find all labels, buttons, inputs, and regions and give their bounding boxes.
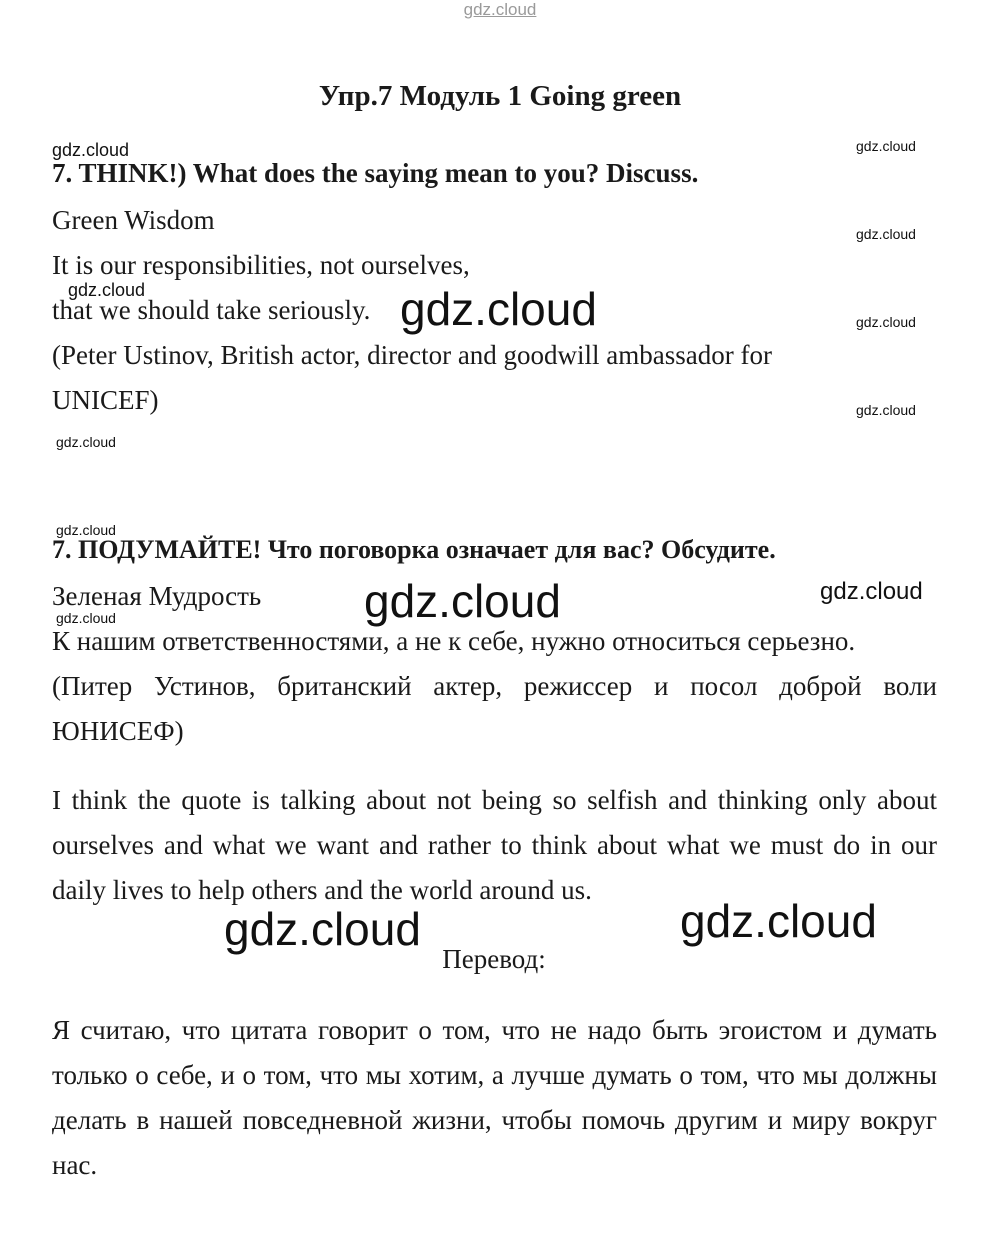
watermark-label: gdz.cloud xyxy=(856,226,916,242)
translation-label: Перевод: xyxy=(442,944,546,974)
watermark-label: gdz.cloud xyxy=(52,140,130,160)
english-quote-line-2: that we should take seriously. xyxy=(52,295,371,325)
answer-paragraph: I think the quote is talking about not being so selfish and thinking only about ourselves and what we want and rather to think about what we must do in our daily lives to help others and the world around us. xyxy=(52,785,937,905)
russian-task-heading: 7. ПОДУМАЙТЕ! Что поговорка означает для вас? Обсудите. xyxy=(52,535,776,564)
top-watermark: gdz.cloud xyxy=(463,0,537,19)
watermark-label: gdz.cloud xyxy=(856,402,916,418)
watermark-label: gdz.cloud xyxy=(400,283,597,335)
russian-quote: К нашим ответственностями, а не к себе, нужно относиться серьезно. xyxy=(52,626,856,656)
english-task-heading: 7. THINK!) What does the saying mean to you? Discuss. xyxy=(52,158,699,188)
watermark-label: gdz.cloud xyxy=(56,434,116,450)
page-title: Упр.7 Модуль 1 Going green xyxy=(318,80,682,112)
russian-subtitle: Зеленая Мудрость xyxy=(52,581,262,611)
watermark-label: gdz.cloud xyxy=(680,895,877,947)
watermark-label: gdz.cloud xyxy=(56,610,116,626)
english-quote-line-1: It is our responsibilities, not ourselves, xyxy=(52,250,470,280)
english-subtitle: Green Wisdom xyxy=(52,205,215,235)
russian-author: (Питер Устинов, британский актер, режиссер и посол доброй воли ЮНИСЕФ) xyxy=(52,671,937,746)
watermark-label: gdz.cloud xyxy=(364,575,561,627)
watermark-label: gdz.cloud xyxy=(856,314,916,330)
english-author-line-1: (Peter Ustinov, British actor, director and goodwill ambassador for xyxy=(52,340,772,370)
watermark-label: gdz.cloud xyxy=(856,138,916,154)
english-author-line-2: UNICEF) xyxy=(52,385,159,415)
watermark-label: gdz.cloud xyxy=(820,578,923,605)
watermark-label: gdz.cloud xyxy=(68,280,146,300)
translation-paragraph: Я считаю, что цитата говорит о том, что не надо быть эгоистом и думать только о себе, и о том, что мы хотим, а лучше думать о том, что мы должны делать в нашей повседневной жизни, чтобы помочь другим и миру вокруг нас. xyxy=(52,1015,937,1180)
watermark-label: gdz.cloud xyxy=(224,903,421,955)
watermark-label: gdz.cloud xyxy=(56,522,116,538)
